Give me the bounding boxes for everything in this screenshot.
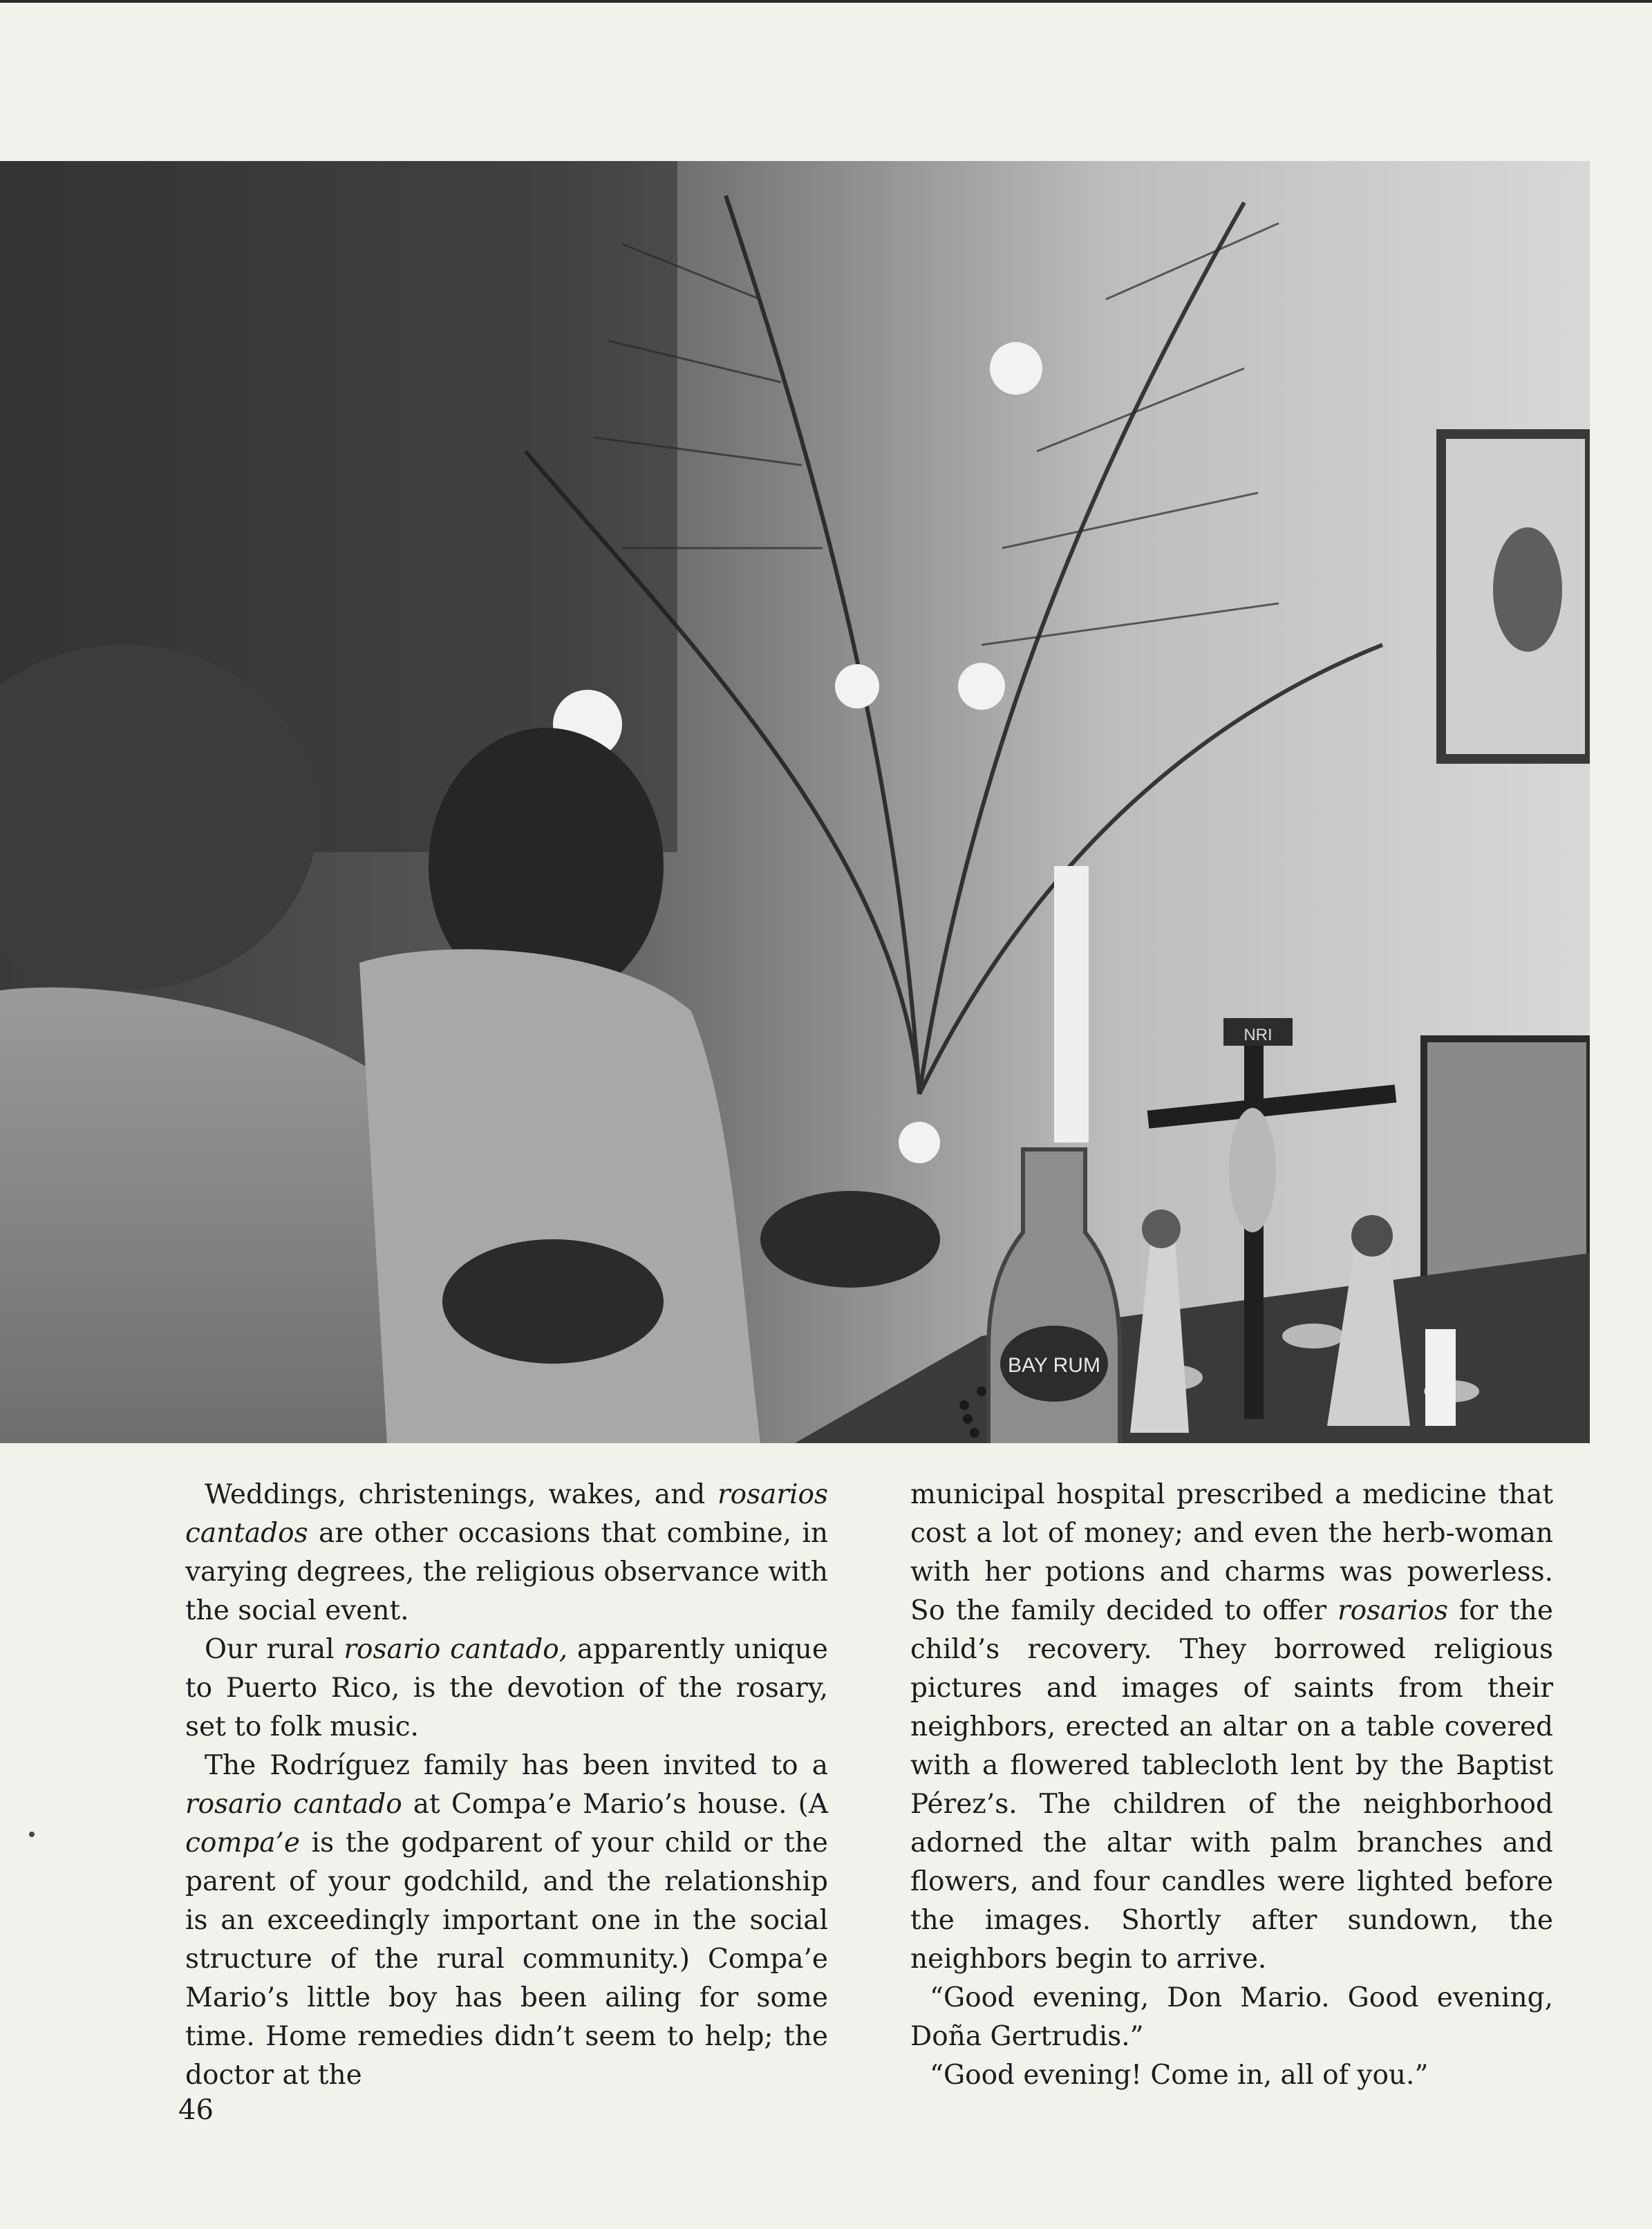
text-column-right bbox=[910, 1476, 1553, 2095]
cross-inscription: NRI bbox=[1243, 1026, 1273, 1044]
paragraph: municipal hospital prescribed a medicine that cost a lot of money; and even the herb-woman with her potions and charms was powerless. So the family decided to offer rosarios for the child’s recovery. They borrowed religious pictures and images of saints from their neighbors, erected an altar on a table covered with a flowered tablecloth lent by the Baptist Pérez’s. The children of the neighborhood adorned the altar with palm branches and flowers, and four candles were lighted before the images. Shortly after sundown, the neighbors begin to arrive. bbox=[910, 1479, 1553, 1975]
photograph-rosary-altar bbox=[0, 161, 1590, 1443]
top-rule bbox=[0, 0, 1652, 3]
paragraph: The Rodríguez family has been invited to a rosario cantado at Compa’e Mario’s house. (A compa’e is the godparent of your child or the parent of your godchild, and the relationship is an exceedingly important one in the social structure of the rural community.) Compa’e Mario’s little boy has been ailing for some time. Home remedies didn’t seem to help; the doctor at the bbox=[185, 1750, 828, 2091]
paragraph: “Good evening! Come in, all of you.” bbox=[930, 2060, 1429, 2091]
paragraph: Weddings, christenings, wakes, and rosarios cantados are other occasions that combine, in varying degrees, the religious observance with the social event. bbox=[185, 1479, 828, 1626]
page-number: 46 bbox=[178, 2094, 214, 2126]
text-column-left bbox=[185, 1476, 828, 2095]
bottle-label: BAY RUM bbox=[1008, 1354, 1100, 1377]
margin-mark bbox=[29, 1832, 35, 1837]
paragraph: “Good evening, Don Mario. Good evening, Doña Gertrudis.” bbox=[910, 1982, 1553, 2052]
paragraph: Our rural rosario cantado, apparently unique to Puerto Rico, is the devotion of the rosary, set to folk music. bbox=[185, 1634, 829, 1742]
